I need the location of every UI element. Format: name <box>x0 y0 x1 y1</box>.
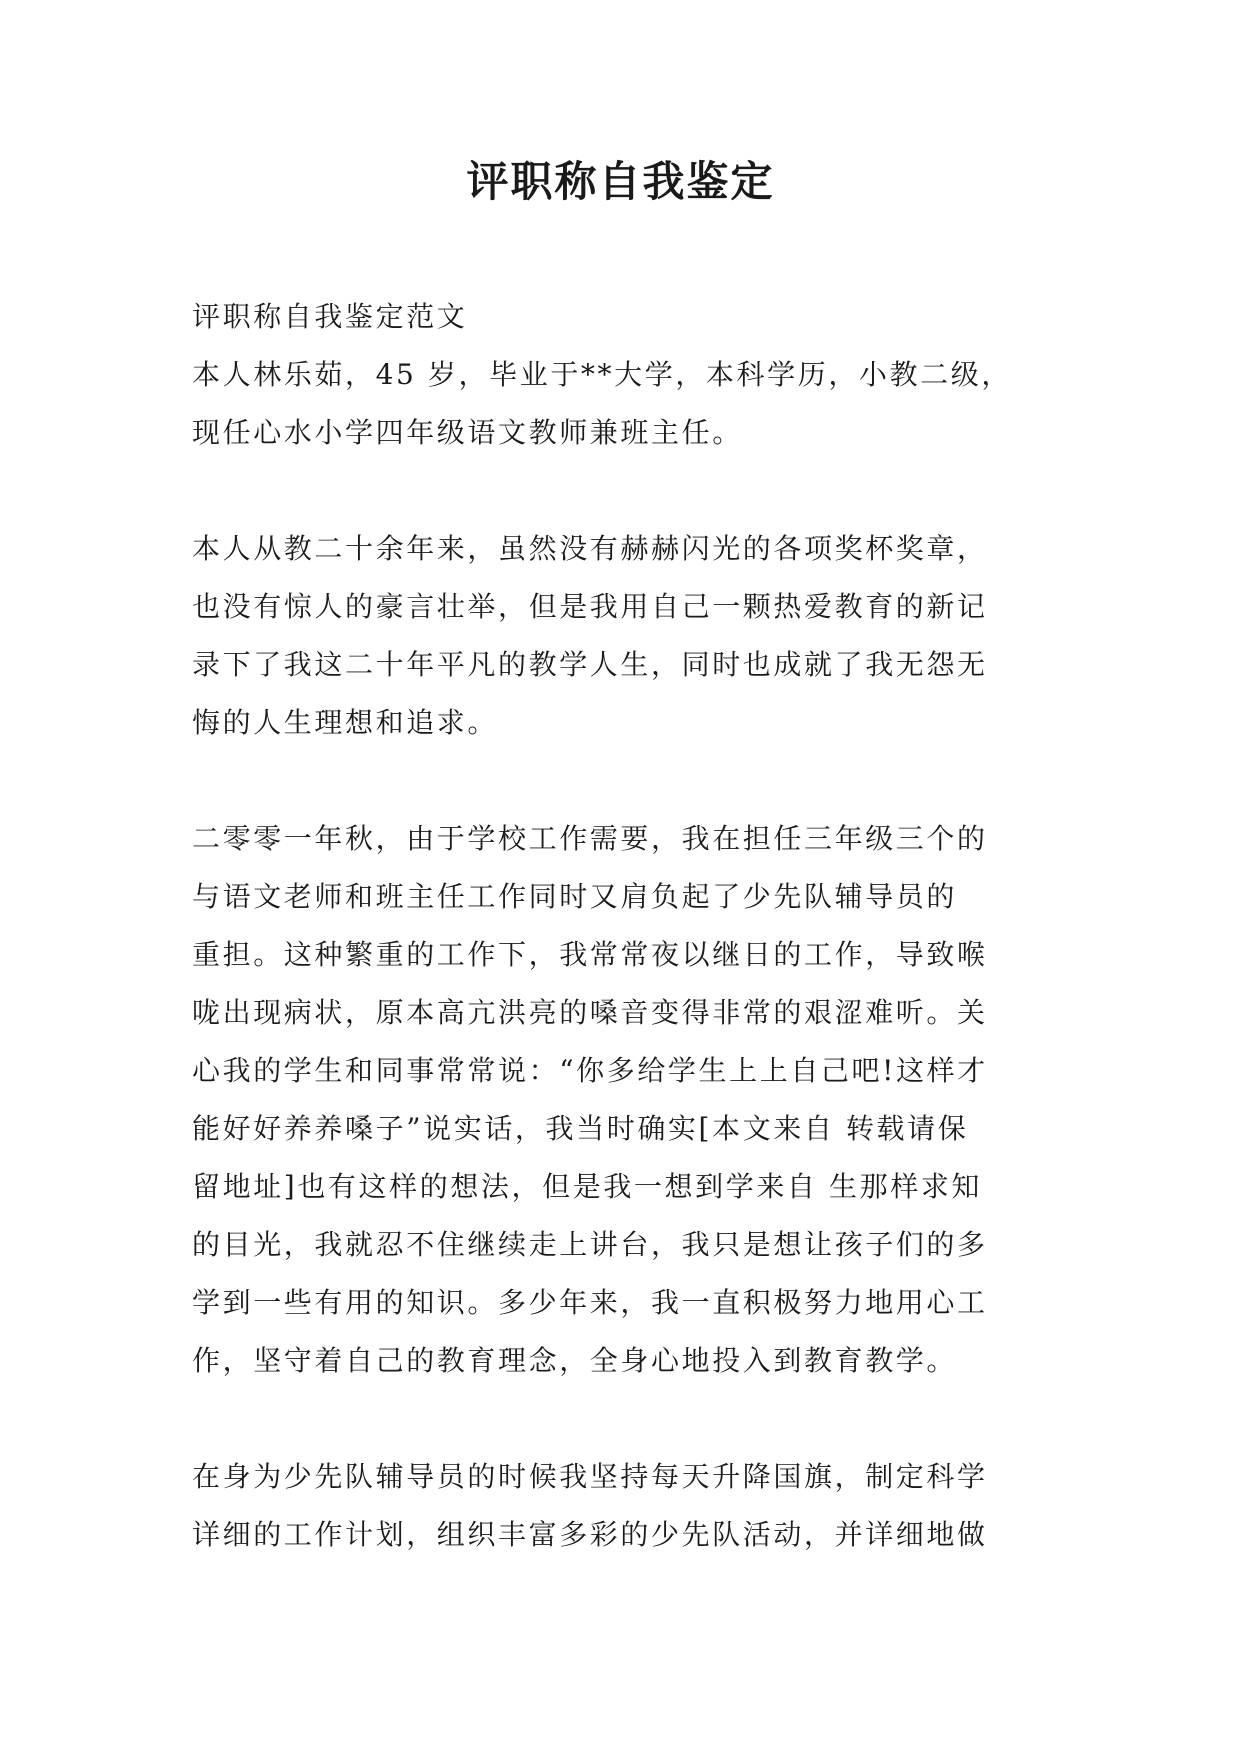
paragraph-line: 与语文老师和班主任工作同时又肩负起了少先队辅导员的 <box>192 880 958 913</box>
paragraph-line: 心我的学生和同事常常说：“你多给学生上上自己吧!这样才 <box>192 1054 988 1087</box>
paragraph-2 <box>192 520 1062 752</box>
paragraph-4 <box>192 1448 1062 1564</box>
subtitle-line <box>192 288 1062 346</box>
paragraph-line: 本人从教二十余年来，虽然没有赫赫闪光的各项奖杯奖章， <box>192 532 988 565</box>
page-title: 评职称自我鉴定 <box>466 157 775 206</box>
paragraph-line: 作，坚守着自己的教育理念，全身心地投入到教育教学。 <box>192 1344 958 1377</box>
paragraph-line: 详细的工作计划，组织丰富多彩的少先队活动，并详细地做 <box>192 1518 988 1551</box>
paragraph-line: 本人林乐茹，45 岁，毕业于**大学，本科学历，小教二级， <box>192 358 1012 391</box>
paragraph-line: 能好好养养嗓子”说实话，我当时确实[本文来自 转载请保 <box>192 1112 969 1145</box>
paragraph-line: 二零零一年秋，由于学校工作需要，我在担任三年级三个的 <box>192 822 988 855</box>
paragraph-line: 留地址]也有这样的想法，但是我一想到学来自 生那样求知 <box>192 1170 983 1203</box>
paragraph-line: 也没有惊人的豪言壮举，但是我用自己一颗热爱教育的新记 <box>192 590 988 623</box>
paragraph-line: 重担。这种繁重的工作下，我常常夜以继日的工作，导致喉 <box>192 938 988 971</box>
paragraph-spacer <box>192 752 1062 810</box>
document-body <box>192 288 1062 1564</box>
paragraph-line: 录下了我这二十年平凡的教学人生，同时也成就了我无怨无 <box>192 648 988 681</box>
paragraph-line: 现任心水小学四年级语文教师兼班主任。 <box>192 416 743 449</box>
paragraph-line: 学到一些有用的知识。多少年来，我一直积极努力地用心工 <box>192 1286 988 1319</box>
paragraph-spacer <box>192 462 1062 520</box>
paragraph-3 <box>192 810 1062 1390</box>
subtitle-text: 评职称自我鉴定范文 <box>192 300 468 333</box>
paragraph-spacer <box>192 1390 1062 1448</box>
paragraph-line: 悔的人生理想和追求。 <box>192 706 499 739</box>
paragraph-line: 的目光，我就忍不住继续走上讲台，我只是想让孩子们的多 <box>192 1228 988 1261</box>
paragraph-line: 在身为少先队辅导员的时候我坚持每天升降国旗，制定科学 <box>192 1460 988 1493</box>
paragraph-line: 咙出现病状，原本高亢洪亮的嗓音变得非常的艰涩难听。关 <box>192 996 988 1029</box>
paragraph-1 <box>192 346 1062 462</box>
